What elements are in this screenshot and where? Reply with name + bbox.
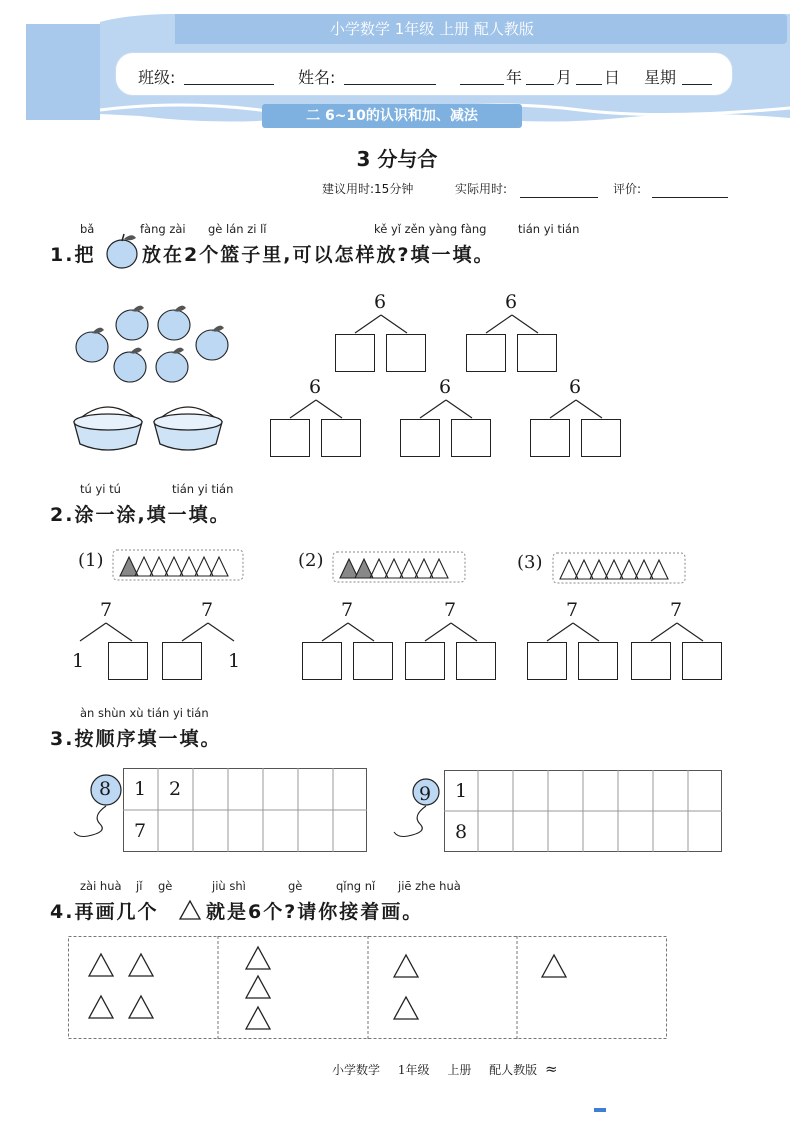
q2-tree-1-branch [78,621,154,643]
series-banner: 小学数学 1年级 上册 配人教版 [175,14,787,44]
q1-tree-4-right-box[interactable] [451,419,491,457]
q3-pinyin-1: àn shùn xù tián yi tián [80,706,209,720]
q1-tree-2-top: 6 [505,291,518,313]
q1-pinyin-5: tián yi tián [518,222,580,236]
q2-tree-5-left-box[interactable] [527,642,567,680]
q1-tree-5-top: 6 [569,376,582,398]
grid-b-cell-row2-1: 8 [455,821,468,843]
drawing-panels[interactable] [68,936,668,1040]
q2-tree-5-right-box[interactable] [578,642,618,680]
q3-text: 3.按顺序填一填。 [50,728,222,750]
q2-label-1: (1) [78,550,104,571]
q2-tree-2-box[interactable] [162,642,202,680]
q4-pinyin-3: gè [158,879,173,893]
q1-tree-4-left-box[interactable] [400,419,440,457]
q2-tree-4-branch [405,621,497,643]
q2-pinyin-2: tián yi tián [172,482,234,496]
footer-term: 上册 [447,1063,472,1077]
q4-pinyin-2: jǐ [136,879,143,893]
q4-text-a: 4.再画几个 [50,901,159,923]
corner-block [26,24,100,120]
q2-tree-6-left-box[interactable] [631,642,671,680]
page-footer [332,1060,572,1078]
q2-label-2: (2) [298,550,324,571]
q2-tree-5-top: 7 [566,599,579,621]
balloon-8-number: 8 [99,778,112,800]
q1-tree-3-right-box[interactable] [321,419,361,457]
q2-tree-3-top: 7 [341,599,354,621]
lesson-title: 3 分与合 [356,147,438,171]
q2-tree-5-branch [527,621,619,643]
q4-pinyin-4: jiù shì [212,879,246,893]
q2-tree-4-top: 7 [444,599,457,621]
name-label: 姓名: [298,68,336,87]
balloon-9-number: 9 [419,783,432,805]
balloon-8 [70,770,126,842]
class-label: 班级: [138,68,176,87]
year-blank[interactable] [460,83,504,85]
baskets [72,400,222,456]
q1-pinyin-3: gè lán zi lǐ [208,222,267,236]
q1-tree-3-left-box[interactable] [270,419,310,457]
q1-tree-5-right-box[interactable] [581,419,621,457]
q2-triangles-2[interactable] [332,551,466,583]
q1-tree-1-top: 6 [374,291,387,313]
class-blank[interactable] [184,83,274,85]
q4-pinyin-6: qǐng nǐ [336,879,376,893]
student-info-bar [115,52,733,96]
grid-a-cell-2: 2 [169,778,182,800]
q1-text-a: 1.把 [50,244,96,266]
q1-pinyin-1: bǎ [80,222,95,236]
footer-grade: 1年级 [397,1063,430,1077]
q2-tree-4-left-box[interactable] [405,642,445,680]
q2-tree-1-given: 1 [72,650,85,672]
q2-tree-4-right-box[interactable] [456,642,496,680]
q2-tree-2-given: 1 [228,650,241,672]
q2-tree-1-top: 7 [100,599,113,621]
q2-tree-2-branch [180,621,256,643]
grid-a-cell-1: 1 [134,778,147,800]
name-blank[interactable] [344,83,436,85]
q2-tree-6-top: 7 [670,599,683,621]
q1-pinyin-4: kě yǐ zěn yàng fàng [374,222,487,236]
triangle-icon [178,899,202,921]
page-marker [594,1108,606,1112]
q2-tree-3-right-box[interactable] [353,642,393,680]
actual-time-blank[interactable] [520,196,598,198]
sequence-grid-b[interactable] [444,770,722,852]
weekday-label: 星期 [644,68,677,87]
balloon-9 [392,774,444,846]
q1-tree-4-branch [400,398,492,420]
q2-tree-6-right-box[interactable] [682,642,722,680]
q4-pinyin-1: zài huà [80,879,122,893]
q2-tree-2-top: 7 [201,599,214,621]
q1-tree-2-left-box[interactable] [466,334,506,372]
q1-pinyin-2: fàng zài [140,222,186,236]
footer-wave-icon: ≈ [545,1060,558,1078]
day-label: 日 [604,68,621,87]
q2-triangles-1[interactable] [112,549,244,581]
rating-label: 评价: [613,182,642,196]
q2-pinyin-1: tú yi tú [80,482,121,496]
q1-tree-4-top: 6 [439,376,452,398]
q1-text-b: 放在2个篮子里,可以怎样放?填一填。 [142,244,495,266]
actual-time-label: 实际用时: [455,182,508,196]
q1-tree-3-top: 6 [309,376,322,398]
section-tab: 二 6~10的认识和加、减法 [262,104,522,128]
weekday-blank[interactable] [682,83,712,85]
q1-tree-2-right-box[interactable] [517,334,557,372]
q1-tree-5-left-box[interactable] [530,419,570,457]
q2-tree-6-branch [631,621,723,643]
grid-a-cell-row2-1: 7 [134,820,147,842]
apples-group [70,300,240,390]
q4-text-b: 就是6个?请你接着画。 [206,901,424,923]
grid-b-cell-1: 1 [455,780,468,802]
q2-label-3: (3) [517,552,543,573]
q2-text: 2.涂一涂,填一填。 [50,504,231,526]
q1-tree-5-branch [530,398,622,420]
month-label: 月 [556,68,573,87]
q4-pinyin-7: jiē zhe huà [398,879,461,893]
q1-tree-3-branch [270,398,362,420]
footer-series: 小学数学 [332,1063,381,1077]
suggested-time: 建议用时:15分钟 [322,182,414,196]
month-blank[interactable] [526,83,554,85]
q2-triangles-3[interactable] [552,552,686,584]
rating-blank[interactable] [652,196,728,198]
q2-tree-3-branch [302,621,394,643]
q1-tree-1-branch [335,313,427,335]
q4-pinyin-5: gè [288,879,303,893]
q1-tree-1-left-box[interactable] [335,334,375,372]
day-blank[interactable] [576,83,602,85]
q1-tree-2-branch [466,313,558,335]
q2-tree-3-left-box[interactable] [302,642,342,680]
q1-tree-1-right-box[interactable] [386,334,426,372]
year-label: 年 [506,68,523,87]
sequence-grid-a[interactable] [123,768,367,852]
q2-tree-1-box[interactable] [108,642,148,680]
footer-edition: 配人教版 [489,1063,538,1077]
apple-icon [104,232,140,270]
